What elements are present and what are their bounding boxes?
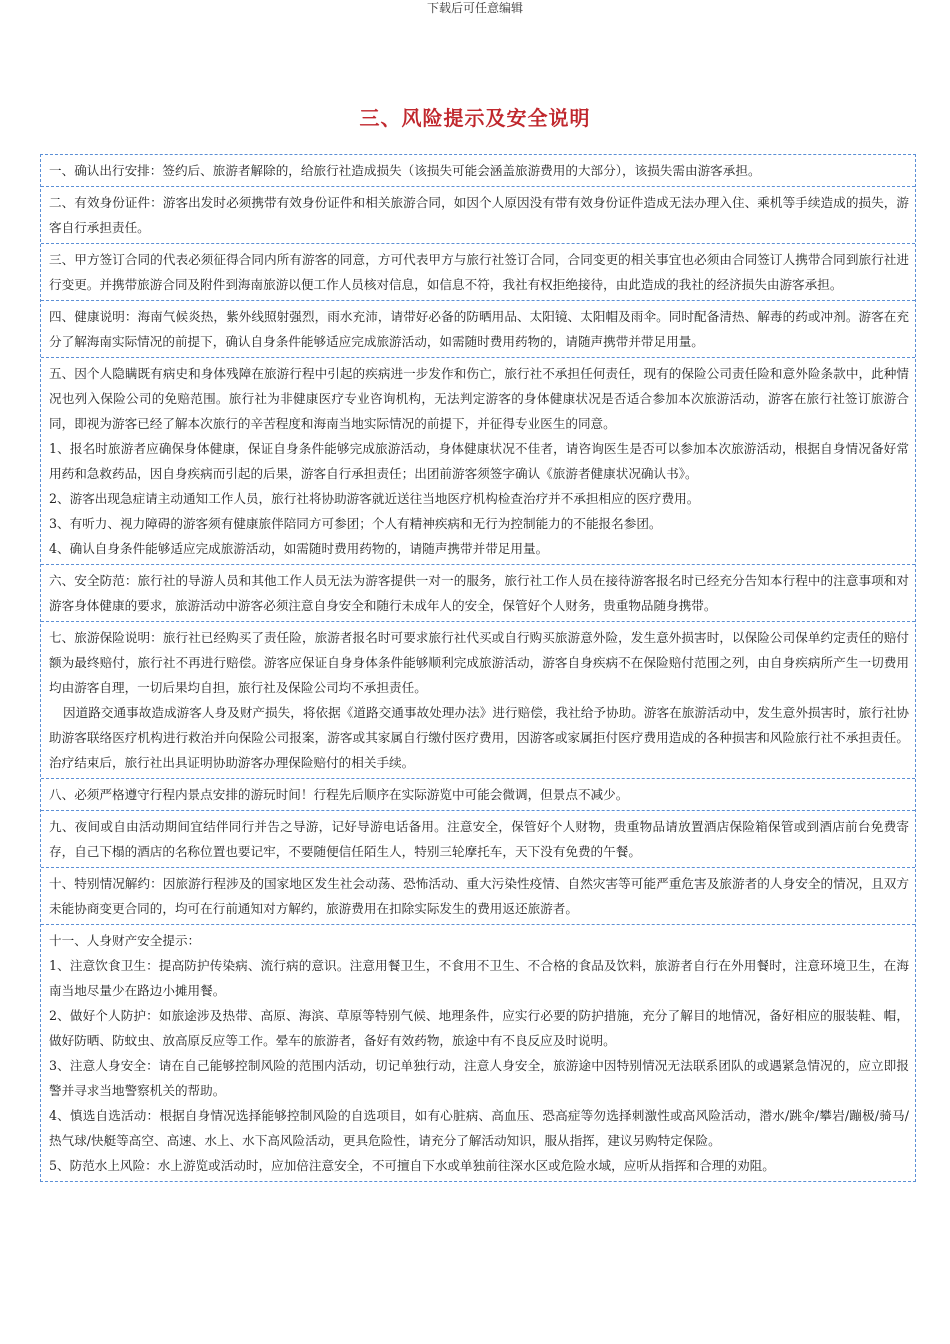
section-row-2 bbox=[41, 186, 915, 243]
section-3-paragraph-1: 三、甲方签订合同的代表必须征得合同内所有游客的同意，方可代表甲方与旅行社签订合同，合同变更的相关事宜也必须由合同签订人携带合同到旅行社进行变更。并携带旅游合同及附件到海南旅游以便工作人员核对信息，如信息不符，我社有权拒绝接待，由此造成的我社的经济损失由游客承担。 bbox=[49, 252, 909, 292]
section-row-4 bbox=[41, 300, 915, 357]
section-9-paragraph-1: 九、夜间或自由活动期间宜结伴同行并告之导游，记好导游电话备用。注意安全，保管好个人财物，贵重物品请放置酒店保险箱保管或到酒店前台免费寄存，自己下榻的酒店的名称位置也要记牢，不要随便信任陌生人，特别三轮摩托车，天下没有免费的午餐。 bbox=[49, 819, 909, 859]
section-row-3 bbox=[41, 243, 915, 300]
risk-notice-table bbox=[40, 154, 916, 1182]
section-7-paragraph-2: 因道路交通事故造成游客人身及财产损失，将依据《道路交通事故处理办法》进行赔偿，我社给予协助。游客在旅游活动中，发生意外损害时，旅行社协助游客联络医疗机构进行救治并向保险公司报案，游客或其家属自行缴付医疗费用，因游客或家属拒付医疗费用造成的各种损害和风险旅行社不承担责任。治疗结束后，旅行社出具证明协助游客办理保险赔付的相关手续。 bbox=[49, 705, 909, 770]
section-row-1 bbox=[41, 155, 915, 186]
section-11-paragraph-6: 5、防范水上风险：水上游览或活动时，应加倍注意安全，不可擅自下水或单独前往深水区或危险水域，应听从指挥和合理的劝阻。 bbox=[49, 1158, 775, 1173]
section-5-paragraph-5: 4、确认自身条件能够适应完成旅游活动，如需随时费用药物的，请随声携带并带足用量。 bbox=[49, 541, 549, 556]
section-11-paragraph-2: 1、注意饮食卫生：提高防护传染病、流行病的意识。注意用餐卫生，不食用不卫生、不合格的食品及饮料，旅游者自行在外用餐时，注意环境卫生，在海南当地尽量少在路边小摊用餐。 bbox=[49, 958, 909, 998]
section-2-paragraph-1: 二、有效身份证件：游客出发时必须携带有效身份证件和相关旅游合同，如因个人原因没有带有效身份证件造成无法办理入住、乘机等手续造成的损失，游客自行承担责任。 bbox=[49, 195, 909, 235]
section-row-11 bbox=[41, 924, 915, 1181]
section-6-paragraph-1: 六、安全防范：旅行社的导游人员和其他工作人员无法为游客提供一对一的服务，旅行社工作人员在接待游客报名时已经充分告知本行程中的注意事项和对游客身体健康的要求，旅游活动中游客必须注意自身安全和随行未成年人的安全，保管好个人财务，贵重物品随身携带。 bbox=[49, 573, 909, 613]
section-row-10 bbox=[41, 867, 915, 924]
header-note: 下载后可任意编辑 bbox=[426, 1, 523, 15]
section-row-8 bbox=[41, 778, 915, 810]
section-row-9 bbox=[41, 810, 915, 867]
section-5-paragraph-2: 1、报名时旅游者应确保身体健康，保证自身条件能够完成旅游活动，身体健康状况不佳者，请咨询医生是否可以参加本次旅游活动，根据自身情况备好常用药和急救药品，因自身疾病而引起的后果，游客自行承担责任；出团前游客须签字确认《旅游者健康状况确认书》。 bbox=[49, 441, 909, 481]
section-4-paragraph-1: 四、健康说明：海南气候炎热，紫外线照射强烈，雨水充沛，请带好必备的防晒用品、太阳镜、太阳帽及雨伞。同时配备清热、解毒的药或冲剂。游客在充分了解海南实际情况的前提下，确认自身条件能够适应完成旅游活动，如需随时费用药物的，请随声携带并带足用量。 bbox=[49, 309, 909, 349]
section-5-paragraph-4: 3、有听力、视力障碍的游客须有健康旅伴陪同方可参团；个人有精神疾病和无行为控制能力的不能报名参团。 bbox=[49, 516, 662, 531]
section-5-paragraph-1: 五、因个人隐瞒既有病史和身体残障在旅游行程中引起的疾病进一步发作和伤亡，旅行社不承担任何责任，现有的保险公司责任险和意外险条款中，此种情况也列入保险公司的免赔范围。旅行社为非健康医疗专业咨询机构，无法判定游客的身体健康状况是否适合参加本次旅游活动，游客在旅行社签订旅游合同，即视为游客已经了解本次旅行的辛苦程度和海南当地实际情况的前提下，并征得专业医生的同意。 bbox=[49, 366, 909, 431]
section-10-paragraph-1: 十、特别情况解约：因旅游行程涉及的国家地区发生社会动荡、恐怖活动、重大污染性疫情、自然灾害等可能严重危害及旅游者的人身安全的情况，且双方未能协商变更合同的，均可在行前通知对方解约，旅游费用在扣除实际发生的费用返还旅游者。 bbox=[49, 876, 909, 916]
section-row-7 bbox=[41, 621, 915, 778]
section-11-paragraph-3: 2、做好个人防护：如旅途涉及热带、高原、海滨、草原等特别气候、地理条件，应实行必要的防护措施，充分了解目的地情况，备好相应的服装鞋、帽，做好防晒、防蚊虫、放高原反应等工作。晕车的旅游者，备好有效药物，旅途中有不良反应及时说明。 bbox=[49, 1008, 909, 1048]
page-title: 三、风险提示及安全说明 bbox=[359, 106, 591, 130]
section-8-paragraph-1: 八、必须严格遵守行程内景点安排的游玩时间！行程先后顺序在实际游览中可能会微调，但景点不减少。 bbox=[49, 787, 629, 802]
section-11-paragraph-1: 十一、人身财产安全提示： bbox=[49, 933, 201, 948]
section-1-paragraph-1: 一、确认出行安排：签约后、旅游者解除的，给旅行社造成损失（该损失可能会涵盖旅游费用的大部分），该损失需由游客承担。 bbox=[49, 163, 761, 178]
section-row-5 bbox=[41, 357, 915, 564]
section-11-paragraph-5: 4、慎选自选活动：根据自身情况选择能够控制风险的自选项目，如有心脏病、高血压、恐高症等勿选择刺激性或高风险活动，潜水/跳伞/攀岩/蹦极/骑马/热气球/快艇等高空、高速、水上、水下高风险活动，更具危险性，请充分了解活动知识，服从指挥，建议另购特定保险。 bbox=[49, 1108, 909, 1148]
section-11-paragraph-4: 3、注意人身安全：请在自己能够控制风险的范围内活动，切记单独行动，注意人身安全，旅游途中因特别情况无法联系团队的或遇紧急情况的，应立即报警并寻求当地警察机关的帮助。 bbox=[49, 1058, 909, 1098]
section-row-6 bbox=[41, 564, 915, 621]
section-5-paragraph-3: 2、游客出现急症请主动通知工作人员，旅行社将协助游客就近送往当地医疗机构检查治疗并不承担相应的医疗费用。 bbox=[49, 491, 700, 506]
section-7-paragraph-1: 七、旅游保险说明：旅行社已经购买了责任险，旅游者报名时可要求旅行社代买或自行购买旅游意外险，发生意外损害时，以保险公司保单约定责任的赔付额为最终赔付，旅行社不再进行赔偿。游客应保证自身身体条件能够顺利完成旅游活动，游客自身疾病不在保险赔付范围之列，由自身疾病所产生一切费用均由游客自理，一切后果均自担，旅行社及保险公司均不承担责任。 bbox=[49, 630, 909, 695]
